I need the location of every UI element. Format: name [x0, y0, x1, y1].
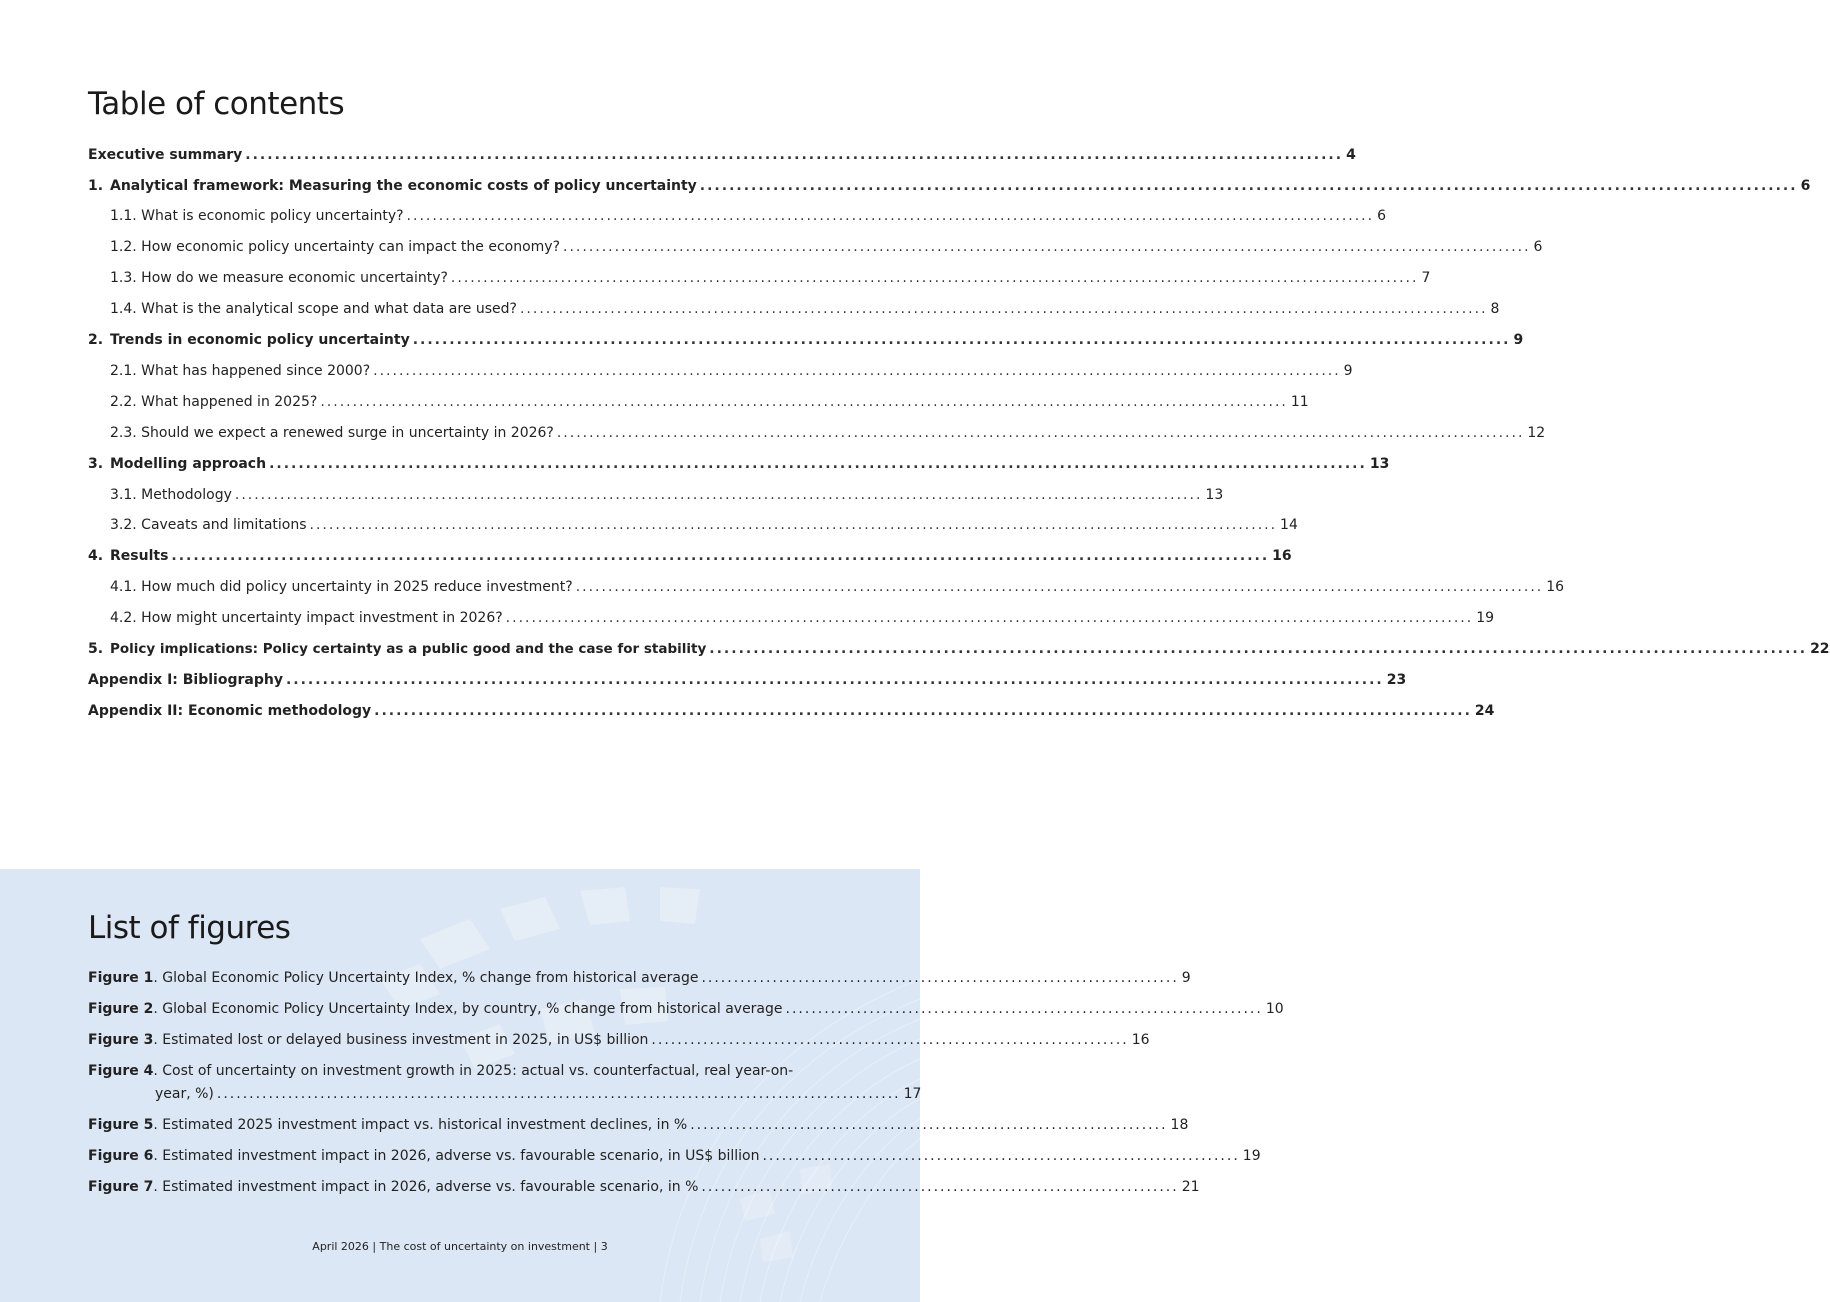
- toc-entry-title: 2.1. What has happened since 2000?: [110, 363, 371, 379]
- toc-entry-section-4[interactable]: [88, 546, 1292, 566]
- dot-leader: ......................................................................................................................................................: [563, 239, 1531, 255]
- toc-entry-2-3[interactable]: [110, 423, 1546, 443]
- toc-entry-number: 3.: [88, 456, 104, 472]
- dot-leader: ..........................................................................: [701, 970, 1179, 986]
- toc-entry-section-3[interactable]: [88, 454, 1390, 474]
- toc-entry-number: 5.: [88, 641, 104, 657]
- figure-caption: . Global Economic Policy Uncertainty Index, % change from historical average: [153, 970, 699, 986]
- dot-leader: ......................................................................................................................................................: [556, 425, 1525, 441]
- toc-entry-page: 7: [1421, 270, 1431, 286]
- toc-entry-section-2[interactable]: [88, 330, 1524, 350]
- toc-entry-title: 2.2. What happened in 2025?: [110, 394, 318, 410]
- toc-entry-number: 4.: [88, 548, 104, 564]
- dot-leader: ......................................................................................................................................................: [234, 487, 1203, 503]
- dot-leader: ......................................................................................................................................................: [412, 332, 1511, 348]
- figure-label: Figure 5: [88, 1117, 154, 1133]
- figure-label: Figure 7: [88, 1179, 154, 1195]
- toc-entry-title: Appendix II: Economic methodology: [88, 703, 372, 719]
- toc-entry-page: 9: [1343, 363, 1353, 379]
- toc-entry-page: 16: [1546, 579, 1565, 595]
- dot-leader: ......................................................................................................................................................: [699, 178, 1798, 194]
- figures-heading: List of figures: [88, 910, 291, 946]
- toc-entry-title: 1.2. How economic policy uncertainty can impact the economy?: [110, 239, 561, 255]
- figure-label: Figure 6: [88, 1148, 154, 1164]
- dot-leader: ......................................................................................................................................................: [374, 703, 1472, 719]
- toc-entry-page: 4: [1346, 147, 1356, 163]
- toc-entry-1-1[interactable]: [110, 206, 1386, 226]
- toc-entry-title: Results: [110, 548, 169, 564]
- toc-entry-3-2[interactable]: [110, 515, 1298, 535]
- figure-page: 16: [1131, 1032, 1150, 1048]
- toc-entry-title: Analytical framework: Measuring the economic costs of policy uncertainty: [110, 178, 697, 194]
- figure-page: 21: [1181, 1179, 1200, 1195]
- toc-entry-3-1[interactable]: [110, 485, 1224, 505]
- dot-leader: ..........................................................................: [785, 1001, 1263, 1017]
- dot-leader: ......................................................................................................................................................: [171, 548, 1270, 564]
- figure-caption: . Estimated investment impact in 2026, adverse vs. favourable scenario, in %: [153, 1179, 699, 1195]
- page-footer: April 2026 | The cost of uncertainty on investment | 3: [312, 1240, 608, 1253]
- dot-leader: ......................................................................................................................................................: [309, 517, 1278, 533]
- dot-leader: ..........................................................................: [690, 1117, 1168, 1133]
- toc-entry-page: 14: [1280, 517, 1298, 533]
- figure-entry-4[interactable]: [88, 1061, 832, 1081]
- toc-entry-title: Modelling approach: [110, 456, 267, 472]
- toc-entry-2-2[interactable]: [110, 392, 1309, 412]
- toc-entry-title: Appendix I: Bibliography: [88, 672, 283, 688]
- toc-entry-page: 24: [1474, 703, 1495, 719]
- toc-entry-title: 1.1. What is economic policy uncertainty?: [110, 208, 404, 224]
- toc-entry-page: 8: [1490, 301, 1500, 317]
- figure-page: 19: [1242, 1148, 1261, 1164]
- figure-label: Figure 1: [88, 970, 154, 986]
- dot-leader: ......................................................................................................................................................: [320, 394, 1288, 410]
- figure-entry-4-continued[interactable]: [155, 1084, 922, 1104]
- toc-entry-4-1[interactable]: [110, 577, 1565, 597]
- toc-entry-page: 16: [1272, 548, 1292, 564]
- toc-entry-executive-summary[interactable]: [88, 145, 1356, 165]
- figure-caption: . Estimated investment impact in 2026, adverse vs. favourable scenario, in US$ billion: [153, 1148, 760, 1164]
- toc-entry-section-1[interactable]: [88, 176, 1811, 196]
- figure-caption: . Cost of uncertainty on investment growth in 2025: actual vs. counterfactual, real year-on-: [153, 1063, 794, 1079]
- figure-caption: . Estimated 2025 investment impact vs. historical investment declines, in %: [153, 1117, 688, 1133]
- figure-label: Figure 4: [88, 1063, 154, 1079]
- toc-entry-title: 1.4. What is the analytical scope and what data are used?: [110, 301, 517, 317]
- toc-entry-1-3[interactable]: [110, 268, 1431, 288]
- toc-entry-title: Executive summary: [88, 147, 243, 163]
- toc-entry-section-5[interactable]: [88, 639, 1830, 659]
- toc-entry-page: 19: [1476, 610, 1495, 626]
- toc-entry-1-4[interactable]: [110, 299, 1500, 319]
- toc-entry-appendix-2[interactable]: [88, 701, 1495, 721]
- dot-leader: ......................................................................................................................................................: [505, 610, 1474, 626]
- dot-leader: ..........................................................................: [762, 1148, 1240, 1164]
- dot-leader: ..........................................................................................................: [216, 1086, 901, 1102]
- figure-page: 10: [1265, 1001, 1284, 1017]
- dot-leader: ......................................................................................................................................................: [373, 363, 1341, 379]
- dot-leader: ......................................................................................................................................................: [285, 672, 1384, 688]
- toc-entry-page: 12: [1527, 425, 1546, 441]
- dot-leader: ......................................................................................................................................................: [406, 208, 1375, 224]
- toc-entry-title: 3.2. Caveats and limitations: [110, 517, 307, 533]
- toc-heading: Table of contents: [88, 86, 345, 122]
- toc-entry-title: Trends in economic policy uncertainty: [110, 332, 410, 348]
- figure-page: 17: [903, 1086, 922, 1102]
- toc-entry-page: 13: [1205, 487, 1224, 503]
- toc-entry-appendix-1[interactable]: [88, 670, 1407, 690]
- figure-label: Figure 2: [88, 1001, 154, 1017]
- dot-leader: ..........................................................................: [651, 1032, 1129, 1048]
- dot-leader: ......................................................................................................................................................: [269, 456, 1367, 472]
- figure-page: 18: [1170, 1117, 1189, 1133]
- figure-caption: . Estimated lost or delayed business investment in 2025, in US$ billion: [153, 1032, 649, 1048]
- toc-entry-1-2[interactable]: [110, 237, 1543, 257]
- figure-caption: . Global Economic Policy Uncertainty Index, by country, % change from historical average: [153, 1001, 783, 1017]
- toc-entry-4-2[interactable]: [110, 608, 1495, 628]
- toc-entry-number: 1.: [88, 178, 104, 194]
- toc-entry-page: 11: [1290, 394, 1309, 410]
- dot-leader: ......................................................................................................................................................: [245, 147, 1344, 163]
- figure-caption-continued: year, %): [155, 1086, 214, 1102]
- dot-leader: ......................................................................................................................................................: [450, 270, 1419, 286]
- figure-entry-3[interactable]: [88, 1030, 1150, 1050]
- toc-entry-2-1[interactable]: [110, 361, 1353, 381]
- figure-entry-1[interactable]: [88, 968, 1191, 988]
- toc-entry-page: 22: [1810, 641, 1830, 657]
- dot-leader: ......................................................................................................................................................: [709, 641, 1808, 657]
- toc-entry-title: 4.2. How might uncertainty impact investment in 2026?: [110, 610, 503, 626]
- dot-leader: ......................................................................................................................................................: [519, 301, 1488, 317]
- toc-entry-number: 2.: [88, 332, 104, 348]
- toc-entry-title: Policy implications: Policy certainty as a public good and the case for stability: [110, 641, 707, 657]
- toc-entry-page: 13: [1369, 456, 1390, 472]
- toc-entry-title: 2.3. Should we expect a renewed surge in uncertainty in 2026?: [110, 425, 554, 441]
- toc-entry-page: 6: [1377, 208, 1386, 224]
- toc-entry-title: 1.3. How do we measure economic uncertainty?: [110, 270, 448, 286]
- figure-entry-5[interactable]: [88, 1115, 1189, 1135]
- toc-entry-page: 23: [1386, 672, 1407, 688]
- figure-entry-2[interactable]: [88, 999, 1284, 1019]
- figure-entry-6[interactable]: [88, 1146, 1261, 1166]
- toc-entry-page: 6: [1533, 239, 1543, 255]
- toc-entry-page: 9: [1513, 332, 1524, 348]
- figure-entry-7[interactable]: [88, 1177, 1200, 1197]
- toc-entry-title: 3.1. Methodology: [110, 487, 232, 503]
- dot-leader: ......................................................................................................................................................: [575, 579, 1544, 595]
- figure-page: 9: [1181, 970, 1191, 986]
- dot-leader: ..........................................................................: [701, 1179, 1179, 1195]
- toc-entry-title: 4.1. How much did policy uncertainty in 2025 reduce investment?: [110, 579, 573, 595]
- toc-entry-page: 6: [1800, 178, 1811, 194]
- figure-label: Figure 3: [88, 1032, 154, 1048]
